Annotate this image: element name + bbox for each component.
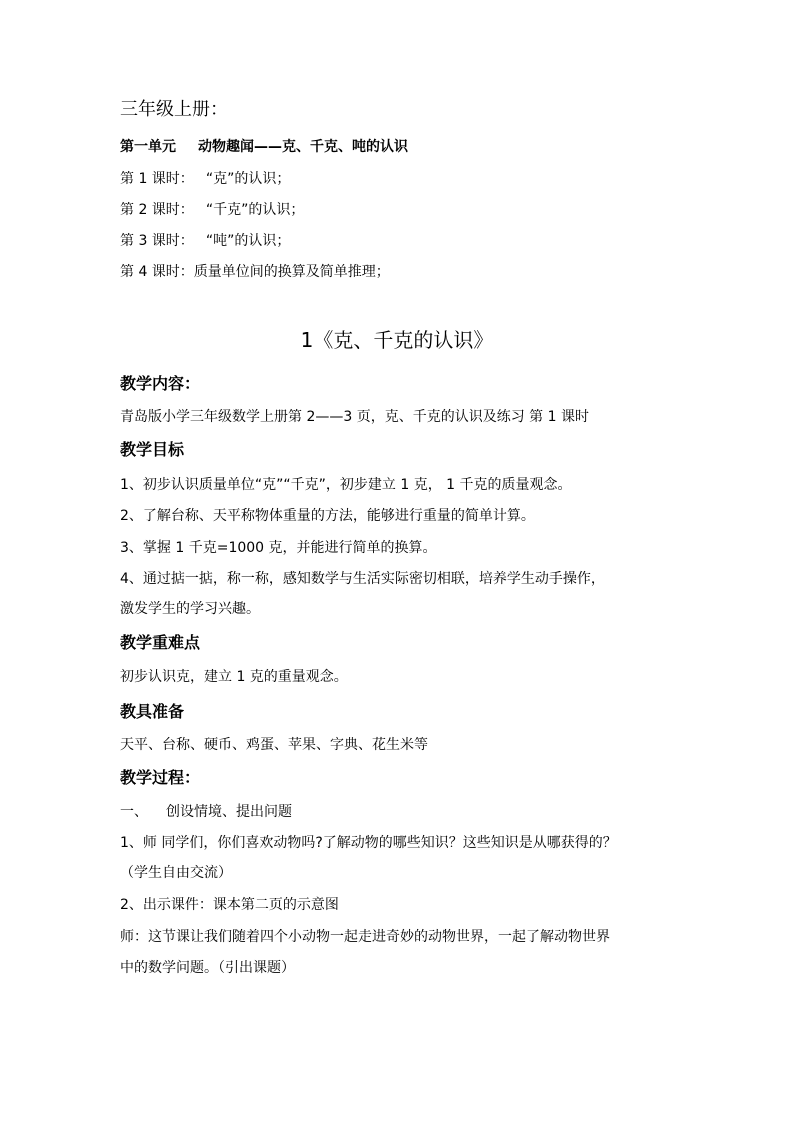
- grade-title: 三年级上册：: [120, 99, 228, 120]
- teaching-tools-heading: 教具准备: [120, 702, 185, 721]
- lesson-item: [120, 172, 290, 186]
- teaching-process-heading: 教学过程：: [120, 768, 201, 787]
- process-paragraph: 2、出示课件：课本第二页的示意图: [120, 897, 339, 913]
- unit-heading: [120, 140, 408, 154]
- step-title: 创设情境、提出问题: [166, 804, 292, 820]
- process-step-heading: [120, 805, 292, 819]
- lesson-item: [120, 234, 290, 248]
- key-points-text: 初步认识克，建立 1 克的重量观念。: [120, 669, 348, 685]
- lesson-text: “克”的认识；: [205, 171, 291, 187]
- lesson-item: [120, 265, 390, 279]
- lesson-label: 第 3 课时：: [120, 233, 194, 249]
- teaching-content-text: 青岛版小学三年级数学上册第 2——3 页，克、千克的认识及练习 第 1 课时: [120, 409, 589, 425]
- goal-item: 3、掌握 1 千克=1000 克，并能进行简单的换算。: [120, 540, 437, 556]
- goal-item: 2、了解台称、天平称物体重量的方法，能够进行重量的简单计算。: [120, 508, 535, 524]
- teaching-tools-text: 天平、台称、硬币、鸡蛋、苹果、字典、花生米等: [120, 737, 428, 753]
- goal-item: 4、通过掂一掂，称一称，感知数学与生活实际密切相联，培养学生动手操作，: [120, 571, 605, 587]
- teaching-content-heading: 教学内容：: [120, 374, 201, 393]
- key-points-heading: 教学重难点: [120, 633, 201, 652]
- teaching-goals-heading: 教学目标: [120, 440, 185, 459]
- lesson-text: 质量单位间的换算及简单推理；: [193, 264, 390, 280]
- step-number: 一、: [120, 804, 148, 820]
- lesson-text: “千克”的认识；: [205, 202, 305, 218]
- process-paragraph: （学生自由交流）: [120, 865, 232, 881]
- goal-item-continuation: 激发学生的学习兴趣。: [120, 601, 260, 617]
- process-paragraph: 师：这节课让我们随着四个小动物一起走进奇妙的动物世界，一起了解动物世界: [120, 929, 610, 945]
- document-title: 1《克、千克的认识》: [300, 328, 494, 352]
- goal-item: 1、初步认识质量单位“克”“千克”，初步建立 1 克， 1 千克的质量观念。: [120, 477, 572, 493]
- unit-topic: 动物趣闻——克、千克、吨的认识: [198, 139, 408, 155]
- lesson-text: “吨”的认识；: [205, 233, 291, 249]
- process-paragraph: 中的数学问题。（引出课题）: [120, 960, 295, 976]
- lesson-item: [120, 203, 304, 217]
- unit-label: 第一单元: [120, 139, 176, 155]
- lesson-label: 第 2 课时：: [120, 202, 194, 218]
- process-paragraph: 1、师 同学们，你们喜欢动物吗?了解动物的哪些知识？这些知识是从哪获得的？: [120, 835, 617, 851]
- lesson-label: 第 1 课时：: [120, 171, 194, 187]
- lesson-label: 第 4 课时：: [120, 264, 194, 280]
